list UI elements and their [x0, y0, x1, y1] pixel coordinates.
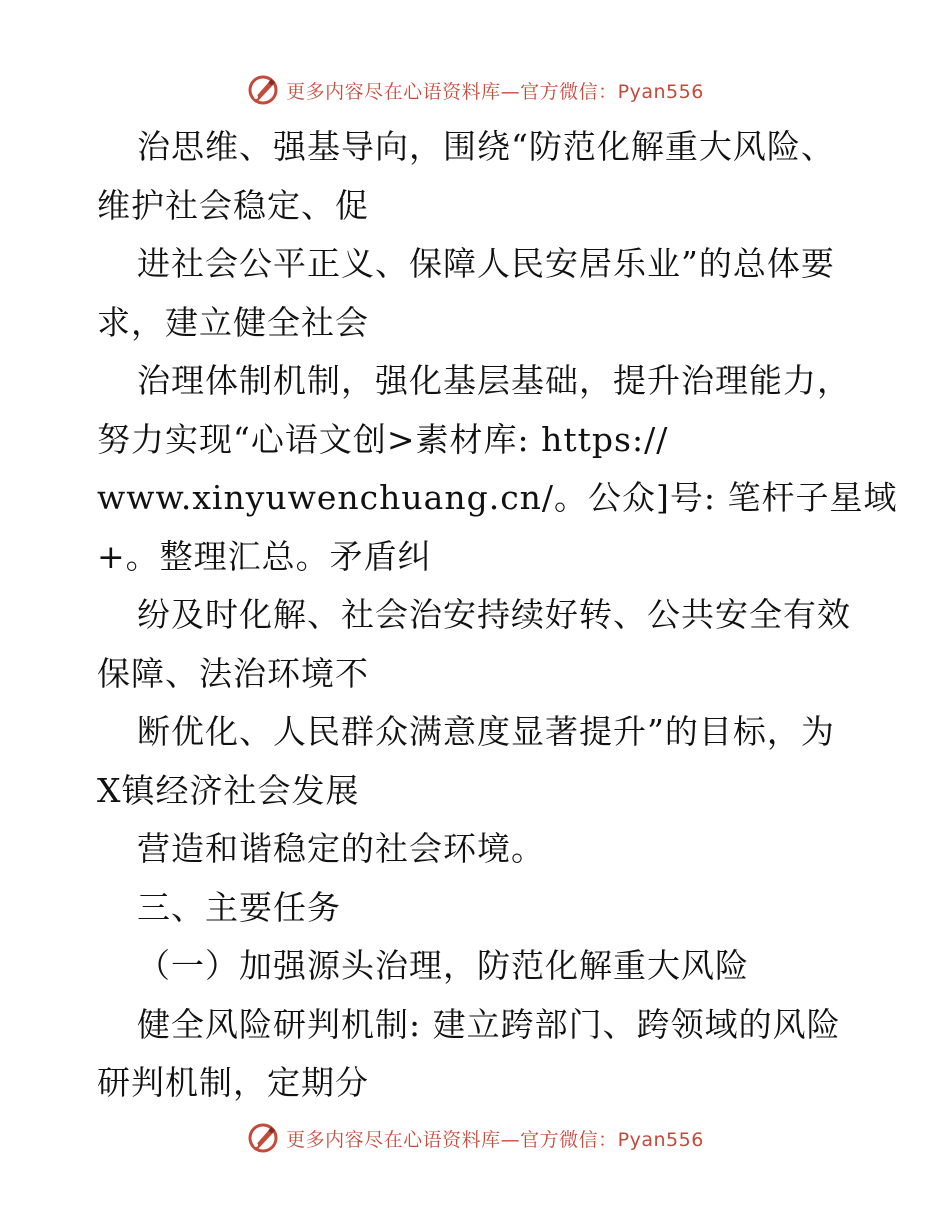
- pen-logo-icon: [246, 73, 280, 107]
- document-body: [97, 118, 898, 1113]
- body-line: 健全风险研判机制: 建立跨部门、跨领域的风险: [137, 1004, 841, 1044]
- body-line: 研判机制，定期分: [97, 1063, 369, 1102]
- body-line: 断优化、人民群众满意度显著提升”的目标，为: [137, 712, 835, 751]
- body-line: 治理体制机制，强化基层基础，提升治理能力，: [137, 361, 851, 400]
- footer-watermark: [0, 1120, 950, 1156]
- body-line: 求，建立健全社会: [97, 302, 369, 342]
- body-line: 治思维、强基导向，围绕“防范化解重大风险、: [137, 127, 835, 166]
- body-line: 努力实现“心语文创>素材库: https://: [97, 419, 669, 459]
- watermark-text: 更多内容尽在心语资料库—官方微信：Pyan556: [286, 1128, 704, 1151]
- subsection-heading: （一）加强源头治理，防范化解重大风险: [137, 946, 749, 985]
- watermark-text: 更多内容尽在心语资料库—官方微信：Pyan556: [286, 80, 704, 103]
- section-heading: 三、主要任务: [137, 887, 341, 927]
- header-watermark: [0, 72, 950, 108]
- body-line: 营造和谐稳定的社会环境。: [137, 829, 545, 868]
- pen-logo-icon: [246, 1121, 280, 1155]
- body-line: 维护社会稳定、促: [97, 185, 369, 225]
- body-line: 进社会公平正义、保障人民安居乐业”的总体要: [137, 244, 835, 283]
- body-line: 保障、法治环境不: [97, 653, 369, 693]
- body-line: X镇经济社会发展: [97, 770, 360, 810]
- body-line: www.xinyuwenchuang.cn/。公众]号: 笔杆子星域: [97, 478, 898, 517]
- body-line: 纷及时化解、社会治安持续好转、公共安全有效: [137, 595, 851, 634]
- body-line: +。整理汇总。矛盾纠: [97, 536, 432, 576]
